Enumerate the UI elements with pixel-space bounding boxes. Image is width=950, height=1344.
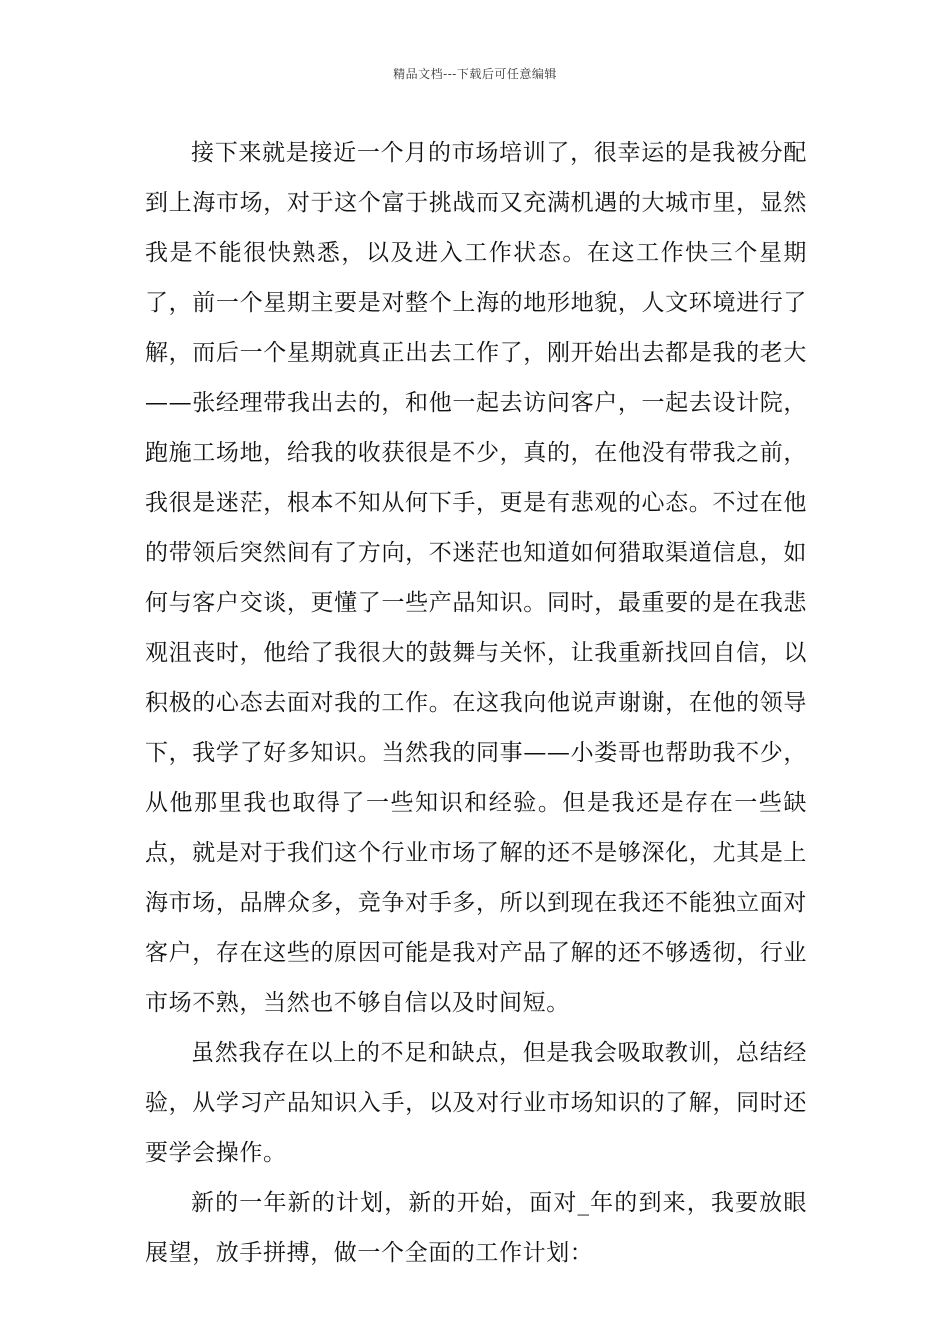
paragraph: 虽然我存在以上的不足和缺点，但是我会吸取教训，总结经验，从学习产品知识入手，以及对行业市场知识的了解，同时还要学会操作。 — [145, 1040, 807, 1166]
page-header: 精品文档---下载后可任意编辑 — [393, 67, 557, 81]
paragraph: 新的一年新的计划，新的开始，面对_年的到来，我要放眼展望，放手拼搏，做一个全面的工作计划： — [145, 1190, 807, 1266]
paragraph: 接下来就是接近一个月的市场培训了，很幸运的是我被分配到上海市场，对于这个富于挑战而又充满机遇的大城市里，显然我是不能很快熟悉，以及进入工作状态。在这工作快三个星期了，前一个星期主要是对整个上海的地形地貌，人文环境进行了解，而后一个星期就真正出去工作了，刚开始出去都是我的老大——张经理带我出去的，和他一起去访问客户，一起去设计院，跑施工场地，给我的收获很是不少，真的，在他没有带我之前，我很是迷茫，根本不知从何下手，更是有悲观的心态。不过在他的带领后突然间有了方向，不迷茫也知道如何猎取渠道信息，如何与客户交谈，更懂了一些产品知识。同时，最重要的是在我悲观沮丧时，他给了我很大的鼓舞与关怀，让我重新找回自信，以积极的心态去面对我的工作。在这我向他说声谢谢，在他的领导下，我学了好多知识。当然我的同事——小娄哥也帮助我不少，从他那里我也取得了一些知识和经验。但是我还是存在一些缺点，就是对于我们这个行业市场了解的还不是够深化，尤其是上海市场，品牌众多，竞争对手多，所以到现在我还不能独立面对客户，存在这些的原因可能是我对产品了解的还不够透彻，行业市场不熟，当然也不够自信以及时间短。 — [145, 140, 807, 1016]
document-body — [145, 128, 807, 1278]
